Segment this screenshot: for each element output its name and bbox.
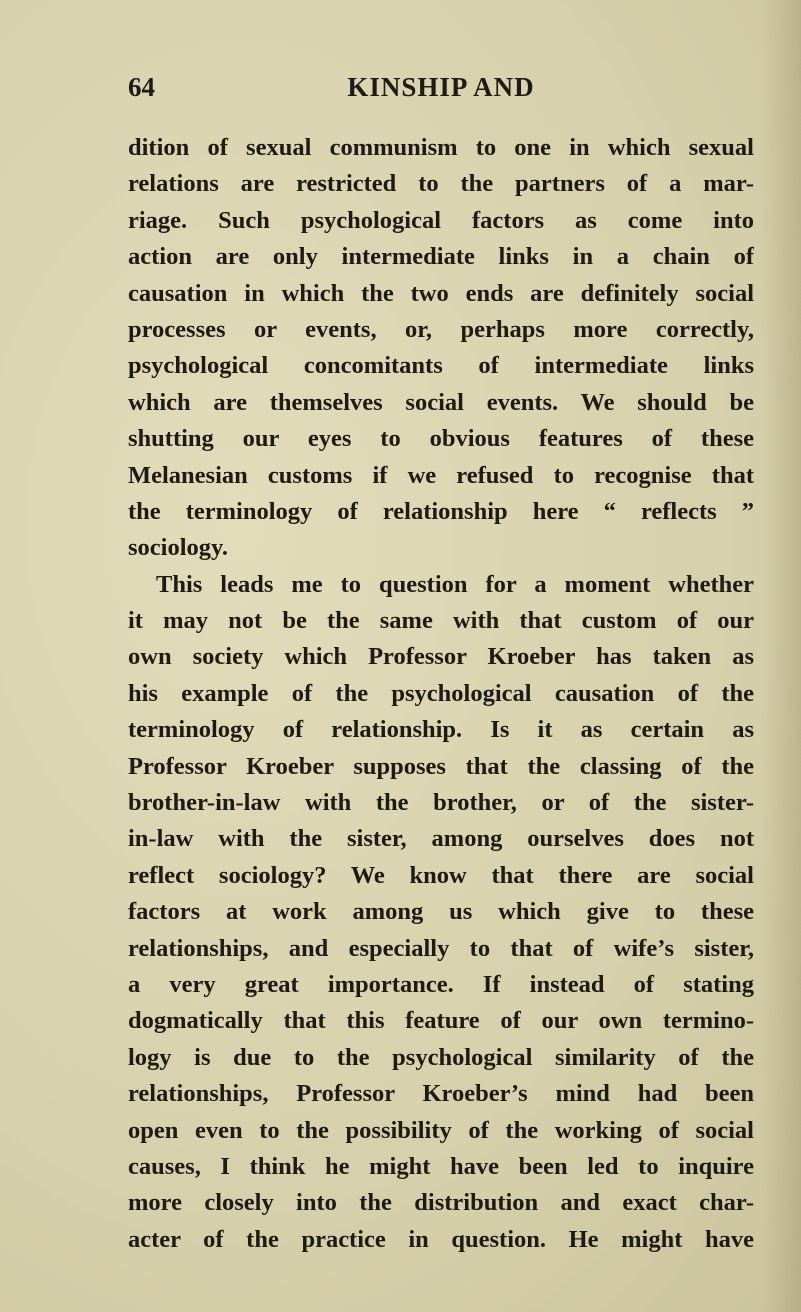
- text-line: his example of the psychological causation of the: [128, 679, 754, 707]
- text-line: brother-in-law with the brother, or of the sister-: [128, 789, 754, 817]
- text-line: terminology of relationship. Is it as certain as: [128, 716, 754, 744]
- text-line: dition of sexual communism to one in which sexual: [128, 134, 754, 161]
- text-line: psychological concomitants of intermediate links: [128, 352, 754, 380]
- text-line: Melanesian customs if we refused to recognise that: [128, 461, 754, 489]
- page-edge-shadow: [761, 0, 801, 1312]
- page-number: 64: [128, 72, 155, 102]
- text-line: relations are restricted to the partners of a mar-: [128, 170, 754, 198]
- text-line: relationships, Professor Kroeber’s mind had been: [128, 1080, 754, 1108]
- text-line: logy is due to the psychological similarity of the: [128, 1043, 754, 1071]
- body-text: [128, 130, 754, 1258]
- text-line: shutting our eyes to obvious features of these: [128, 425, 754, 453]
- text-line: a very great importance. If instead of stating: [128, 970, 754, 998]
- page-header: [128, 72, 754, 112]
- text-line: acter of the practice in question. He might have: [128, 1225, 754, 1253]
- text-line: which are themselves social events. We should be: [128, 388, 754, 416]
- text-line: causes, I think he might have been led to inquire: [128, 1152, 754, 1180]
- text-line: own society which Professor Kroeber has taken as: [128, 643, 754, 671]
- text-line: factors at work among us which give to these: [128, 898, 754, 926]
- text-line: it may not be the same with that custom of our: [128, 607, 754, 635]
- text-line: sociology.: [128, 534, 229, 562]
- text-line: in-law with the sister, among ourselves does not: [128, 825, 754, 853]
- text-line: open even to the possibility of the working of social: [128, 1116, 754, 1144]
- text-line: the terminology of relationship here “ reflects ”: [128, 497, 754, 525]
- text-line: action are only intermediate links in a chain of: [128, 243, 754, 271]
- text-line: reflect sociology? We know that there are social: [128, 861, 754, 889]
- text-line: causation in which the two ends are definitely social: [128, 279, 754, 307]
- text-line: relationships, and especially to that of wife’s sister,: [128, 934, 754, 962]
- text-line: dogmatically that this feature of our own termino-: [128, 1007, 754, 1035]
- text-line: This leads me to question for a moment whether: [156, 570, 754, 598]
- running-head: KINSHIP AND: [347, 72, 535, 102]
- text-line: processes or events, or, perhaps more correctly,: [128, 315, 754, 343]
- text-line: more closely into the distribution and exact char-: [128, 1189, 754, 1217]
- text-line: Professor Kroeber supposes that the classing of the: [128, 752, 754, 780]
- text-line: riage. Such psychological factors as come into: [128, 206, 754, 234]
